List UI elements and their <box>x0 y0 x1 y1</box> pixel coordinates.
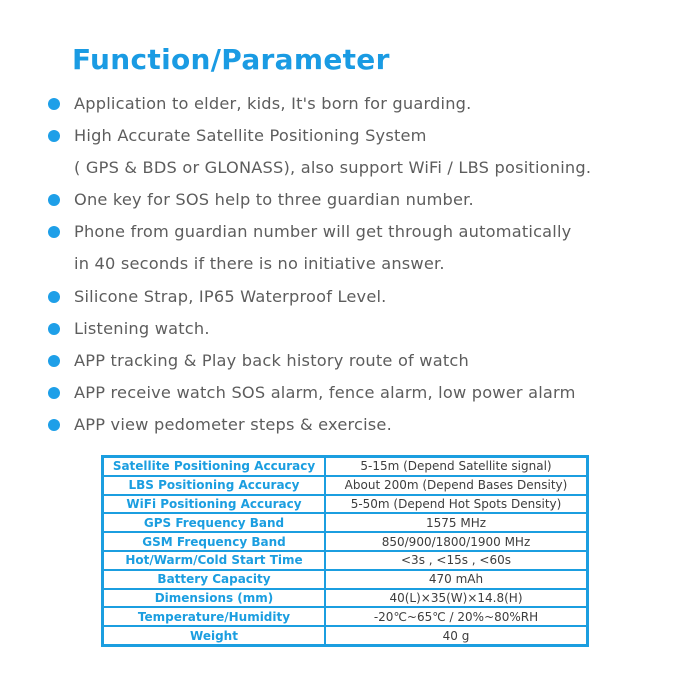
param-value: -20℃~65℃ / 20%~80%RH <box>325 607 588 626</box>
spec-table <box>101 455 589 647</box>
param-value: 470 mAh <box>325 570 588 589</box>
table-row <box>103 607 588 626</box>
param-name: GPS Frequency Band <box>103 513 326 532</box>
feature-item <box>48 91 678 123</box>
bullet-dot-icon <box>48 419 60 431</box>
bullet-dot-icon <box>48 98 60 110</box>
table-row <box>103 495 588 514</box>
feature-list <box>48 91 678 444</box>
feature-item <box>48 412 678 444</box>
param-name: Battery Capacity <box>103 570 326 589</box>
bullet-dot-icon <box>48 387 60 399</box>
feature-text: ( GPS & BDS or GLONASS), also support WiFi / LBS positioning. <box>74 158 592 178</box>
feature-text: Application to elder, kids, It's born for guarding. <box>74 94 472 113</box>
feature-text: APP tracking & Play back history route of watch <box>74 350 469 370</box>
bullet-dot-icon <box>48 355 60 367</box>
param-value: 850/900/1800/1900 MHz <box>325 532 588 551</box>
feature-item <box>48 380 678 412</box>
table-row <box>103 551 588 570</box>
bullet-dot-icon <box>48 194 60 206</box>
feature-item <box>48 284 678 316</box>
param-value: 5-50m (Depend Hot Spots Density) <box>325 495 588 514</box>
param-name: Temperature/Humidity <box>103 607 326 626</box>
feature-text: Listening watch. <box>74 318 210 338</box>
table-row <box>103 532 588 551</box>
param-value: <3s , <15s , <60s <box>325 551 588 570</box>
feature-item <box>48 123 678 155</box>
param-value: 1575 MHz <box>325 513 588 532</box>
page-title: Function/Parameter <box>72 43 390 76</box>
feature-text: APP receive watch SOS alarm, fence alarm, low power alarm <box>74 382 576 402</box>
param-name: Satellite Positioning Accuracy <box>103 457 326 476</box>
feature-text: High Accurate Satellite Positioning System <box>74 126 427 146</box>
feature-text: One key for SOS help to three guardian number. <box>74 190 474 210</box>
feature-item <box>48 187 678 219</box>
param-name: WiFi Positioning Accuracy <box>103 495 326 514</box>
param-name: GSM Frequency Band <box>103 532 326 551</box>
bullet-dot-icon <box>48 323 60 335</box>
feature-item <box>48 348 678 380</box>
param-value: 40 g <box>325 626 588 645</box>
table-row <box>103 570 588 589</box>
feature-text: APP view pedometer steps & exercise. <box>74 414 392 434</box>
table-row <box>103 626 588 645</box>
param-name: LBS Positioning Accuracy <box>103 476 326 495</box>
feature-text: Phone from guardian number will get through automatically <box>74 222 572 242</box>
feature-text: in 40 seconds if there is no initiative answer. <box>74 254 445 274</box>
bullet-dot-icon <box>48 130 60 142</box>
param-name: Weight <box>103 626 326 645</box>
feature-item-continuation <box>48 155 678 187</box>
table-row <box>103 457 588 476</box>
bullet-dot-icon <box>48 226 60 238</box>
feature-item <box>48 219 678 251</box>
bullet-dot-icon <box>48 291 60 303</box>
table-row <box>103 476 588 495</box>
param-name: Hot/Warm/Cold Start Time <box>103 551 326 570</box>
feature-text: Silicone Strap, IP65 Waterproof Level. <box>74 286 387 306</box>
feature-item-continuation <box>48 251 678 283</box>
table-row <box>103 589 588 608</box>
param-value: 40(L)×35(W)×14.8(H) <box>325 589 588 608</box>
param-name: Dimensions (mm) <box>103 589 326 608</box>
table-row <box>103 513 588 532</box>
param-value: 5-15m (Depend Satellite signal) <box>325 457 588 476</box>
feature-item <box>48 316 678 348</box>
param-value: About 200m (Depend Bases Density) <box>325 476 588 495</box>
